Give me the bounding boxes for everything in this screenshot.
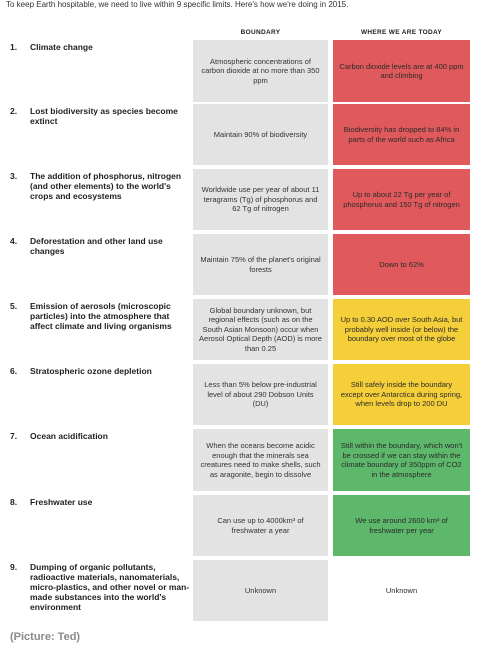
row-number: 2.: [10, 106, 18, 116]
boundary-cell: Maintain 75% of the planet's original forests: [193, 234, 328, 295]
row-number: 5.: [10, 301, 18, 311]
boundary-cell: When the oceans become acidic enough that the minerals sea creatures need to make shells, such as aragonite, begin to dissolve: [193, 429, 328, 491]
intro-text: To keep Earth hospitable, we need to live within 9 specific limits. Here's how we're doing in 2015.: [6, 0, 349, 9]
row-title: Deforestation and other land use changes: [30, 236, 163, 256]
boundary-column-header: BOUNDARY: [240, 29, 281, 36]
status-cell: Up to 0.30 AOD over South Asia, but probably well inside (or below) the boundary over most of the globe: [333, 299, 470, 360]
status-cell: Carbon dioxide levels are at 400 ppm and climbing: [333, 40, 470, 102]
boundary-cell: Atmospheric concentrations of carbon dioxide at no more than 350 ppm: [193, 40, 328, 102]
row-number: 3.: [10, 171, 18, 181]
boundary-cell: Worldwide use per year of about 11 teragrams (Tg) of phosphorus and 62 Tg of nitrogen: [193, 169, 328, 230]
status-cell: Down to 62%: [333, 234, 470, 295]
boundary-cell: Less than 5% below pre-industrial level of about 290 Dobson Units (DU): [193, 364, 328, 425]
row-title: The addition of phosphorus, nitrogen (and other elements) to the world's crops and ecosystems: [30, 171, 182, 201]
boundary-cell: Global boundary unknown, but regional effects (such as on the South Asian Monsoon) occur when Aerosol Optical Depth (AOD) is more than 0.25: [193, 299, 328, 360]
row-title: Freshwater use: [30, 497, 93, 507]
row-number: 9.: [10, 562, 18, 572]
status-cell: Unknown: [333, 560, 470, 621]
row-number: 7.: [10, 431, 18, 441]
row-number: 6.: [10, 366, 18, 376]
where-we-are-column-header: WHERE WE ARE TODAY: [360, 29, 442, 36]
boundary-cell: Can use up to 4000km³ of freshwater a year: [193, 495, 328, 556]
status-cell: Still safely inside the boundary except over Antarctica during spring, when levels drop to 200 DU: [333, 364, 470, 425]
boundary-cell: Unknown: [193, 560, 328, 621]
status-cell: Still within the boundary, which won't be crossed if we can stay within the climate boundary of 350ppm of CO2 in the atmosphere: [333, 429, 470, 491]
row-number: 8.: [10, 497, 18, 507]
row-title: Dumping of organic pollutants, radioactive materials, nanomaterials, micro-plastics, and other novel or man-made substances into the world's environment: [30, 562, 190, 612]
row-title: Climate change: [30, 42, 93, 52]
row-number: 1.: [10, 42, 18, 52]
row-title: Emission of aerosols (microscopic particles) into the atmosphere that affect climate and living organisms: [30, 301, 172, 331]
row-number: 4.: [10, 236, 18, 246]
row-title: Ocean acidification: [30, 431, 108, 441]
status-cell: Biodiversity has dropped to 84% in parts of the world such as Africa: [333, 104, 470, 165]
status-cell: Up to about 22 Tg per year of phosphorus and 150 Tg of nitrogen: [333, 169, 470, 230]
picture-credit: (Picture: Ted): [10, 631, 81, 643]
row-title: Lost biodiversity as species become extinct: [30, 106, 178, 126]
boundary-cell: Maintain 90% of biodiversity: [193, 104, 328, 165]
row-title: Stratospheric ozone depletion: [30, 366, 152, 376]
status-cell: We use around 2600 km³ of freshwater per year: [333, 495, 470, 556]
